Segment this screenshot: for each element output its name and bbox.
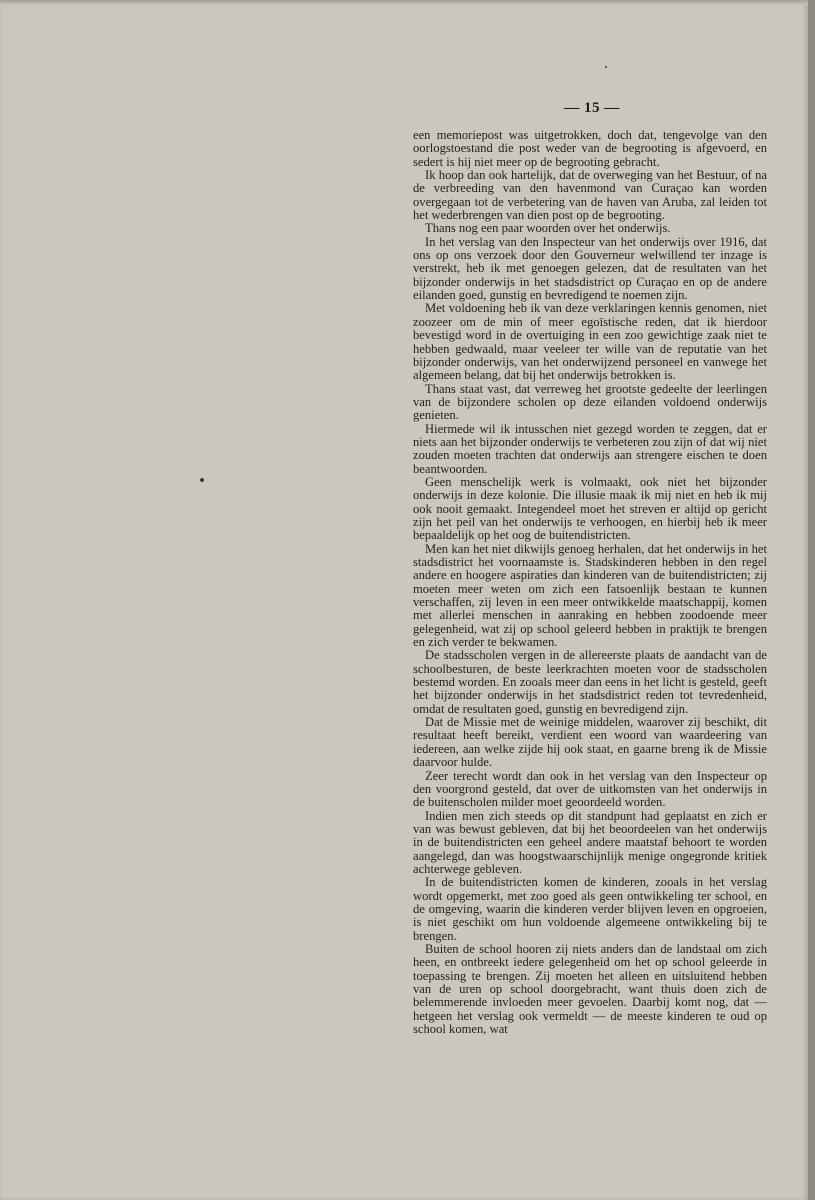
- paragraph: Men kan het niet dikwijls genoeg herhalen, dat het onderwijs in het stadsdistrict het voornaamste is. Stadskinderen hebben in den regel andere en hoogere aspiraties dan kinderen van de buitendistricten; zij moeten meer weten om zich een fatsoenlijk bestaan te kunnen verschaffen, zij leven in een meer ontwikkelde maatschappij, komen met allerlei menschen in aanraking en hebben zoodoende meer gelegenheid, wat zij op school geleerd hebben in praktijk te brengen en zich verder te bekwamen.: [413, 541, 767, 650]
- paragraph: In het verslag van den Inspecteur van het onderwijs over 1916, dat ons op ons verzoek door den Gouverneur welwillend ter inzage is verstrekt, heb ik met genoegen gelezen, dat de resultaten van het bijzonder onderwijs in het stadsdistrict op Curaçao en op de andere eilanden goed, gunstig en bevredigend te noemen zijn.: [413, 234, 767, 303]
- paragraph: Buiten de school hooren zij niets anders dan de landstaal om zich heen, en ontbreekt iedere gelegenheid om het op school geleerde in toepassing te brengen. Zij moeten het alleen en uitsluitend hebben van de uren op school doorgebracht, want thuis doen zich de belemmerende invloeden meer gevoelen. Daarbij komt nog, dat — hetgeen het verslag ook vermeldt — de meeste kinderen te oud op school komen, wat: [413, 941, 767, 1037]
- page-edge: [808, 0, 815, 1200]
- paragraph: In de buitendistricten komen de kinderen, zooals in het verslag wordt opgemerkt, met zoo goed als geen ontwikkeling ter school, en de omgeving, waarin die kinderen verder blijven leven en opgroeien, is niet geschikt om hun voldoende algemeene ontwikkeling bij te brengen.: [413, 875, 767, 943]
- paragraph: Dat de Missie met de weinige middelen, waarover zij beschikt, dit resultaat heeft bereikt, verdient een woord van waardeering van iedereen, aan welke zijde hij ook staat, en gaarne breng ik de Missie daarvoor hulde.: [413, 715, 767, 770]
- page-top-shadow: [0, 0, 808, 5]
- paragraph: Zeer terecht wordt dan ook in het verslag van den Inspecteur op den voorgrond gesteld, dat over de uitkomsten van het onderwijs in de buitenscholen milder moet geoordeeld worden.: [413, 768, 767, 810]
- paragraph: Thans staat vast, dat verreweg het grootste gedeelte der leerlingen van de bijzondere scholen op deze eilanden voldoend onderwijs genieten.: [413, 381, 767, 423]
- page-number: — 15 —: [564, 100, 620, 116]
- paragraph: Hiermede wil ik intusschen niet gezegd worden te zeggen, dat er niets aan het bijzonder onderwijs te verbeteren zou zijn of dat wij niet zouden moeten trachten dat onderwijs aan strengere eischen te doen beantwoorden.: [413, 421, 767, 476]
- text-column: [413, 129, 767, 1036]
- paragraph: een memoriepost was uitgetrokken, doch dat, tengevolge van den oorlogstoestand die post weder van de begrooting is afgevoerd, en sedert is hij niet meer op de begrooting gebracht.: [413, 128, 767, 169]
- paragraph: Indien men zich steeds op dit standpunt had geplaatst en zich er van was bewust gebleven, dat bij het beoordeelen van het onderwijs in de buitendistricten een geheel andere maatstaf behoort te worden aangelegd, dan was hoogstwaarschijnlijk menige ongegronde kritiek achterwege gebleven.: [413, 808, 767, 876]
- paragraph: De stadsscholen vergen in de allereerste plaats de aandacht van de schoolbesturen, de beste leerkrachten moeten voor de stadsscholen bestemd worden. En zooals meer dan eens in het licht is gesteld, geeft het bijzonder onderwijs in het stadsdistrict reden tot tevredenheid, omdat de resultaten goed, gunstig en bevredigend zijn.: [413, 648, 767, 716]
- paragraph: Ik hoop dan ook hartelijk, dat de overweging van het Bestuur, of na de verbreeding van den havenmond van Curaçao kan worden overgegaan tot de verbetering van de haven van Aruba, zal leiden tot het wederbrengen van dien post op de begrooting.: [413, 168, 767, 223]
- paper-speck: [200, 478, 204, 482]
- paper-speck: [605, 66, 607, 68]
- paragraph: Geen menschelijk werk is volmaakt, ook niet het bijzonder onderwijs in deze kolonie. Die illusie maak ik mij niet en heb ik mij ook nooit gemaakt. Integendeel moet het streven er altijd op gericht zijn het peil van het onderwijs te verhoogen, en hierbij heb ik meer bepaaldelijk op het oog de buitendistricten.: [413, 474, 767, 543]
- paragraph: Thans nog een paar woorden over het onderwijs.: [425, 221, 671, 236]
- paragraph: Met voldoening heb ik van deze verklaringen kennis genomen, niet zoozeer om de min of meer egoïstische reden, dat ik hierdoor bevestigd word in de overtuiging in een zoo gewichtige zaak niet te hebben gedwaald, maar veeleer ter wille van de reputatie van het bijzonder onderwijs, van het onderwijzend personeel en vanwege het algemeen belang, dat bij het onderwijs betrokken is.: [413, 301, 767, 383]
